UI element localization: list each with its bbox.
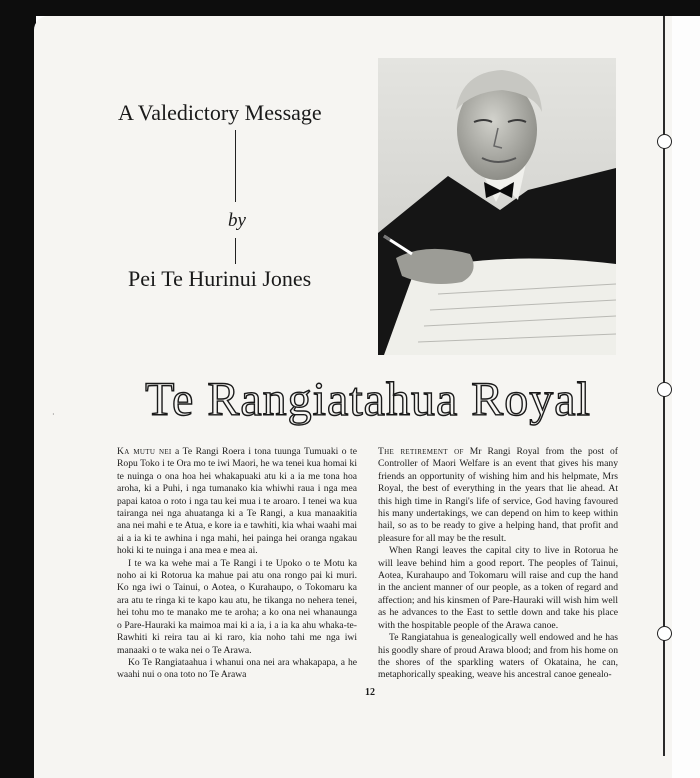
english-paragraph: Te Rangiatahua is genealogically well endowed and he has his goodly share of proud Arawa blood; and from his home on the shores of the sparkling waters of Okataina, he can, metaphorically speaking, weave his ancestral canoe genealo- (378, 632, 618, 681)
page-number: 12 (365, 687, 375, 698)
maori-paragraph: Ko Te Rangiataahua i whanui ona nei ara whakapapa, a he waahi nui o ona toto no Te Arawa (117, 656, 357, 681)
binding-hole (657, 382, 672, 397)
headline: A Valedictory Message (118, 100, 322, 125)
binding-hole (657, 626, 672, 641)
english-paragraph: When Rangi leaves the capital city to live in Rotorua he will leave behind him a good report. The peoples of Tainui, Aotea, Kurahaupo and Tokomaru will raise and cup the hand in the ancient manner of our people, as a token of regard and affection; and his kinsmen of Pare-Hauraki will wish him well as he advances to the East to settle down and take his place with the hospitable people of the Arawa canoe. (378, 545, 618, 631)
english-column (378, 446, 618, 682)
divider-line (235, 238, 236, 264)
byline-by: by (228, 210, 246, 231)
maori-paragraph: Ka mutu nei a Te Rangi Roera i tona tuunga Tumuaki o te Ropu Toko i te Ora mo te iwi Maori, he wa tenei kua homai ki te nuinga o ona hoa hei whakapuaki atu ki a ia me tona hoa aroha, ki a Puhi, i nga tumanako kia whiwhi raua i nga mea papai katoa o roto i nga tau kei mua i te aroaro. I tenei wa kua tairanga nei nga ahuatanga ki a Te Rangi, a kua manaakitia ana nei mahi e te Atua, e kore ia e tawhiti, kia whai waahi mai ai a ia ki te awhina i nga mahi, hei painga hei oranga ngakau hoki ki te nuinga i ana mea e mea ai. (117, 446, 357, 557)
next-page-edge (672, 16, 700, 778)
article-title-text: Te Rangiatahua Royal (145, 373, 591, 426)
maori-lead-in: Ka mutu nei (117, 446, 172, 457)
scan-speck: · (52, 410, 55, 419)
ring-binding (656, 16, 672, 756)
english-paragraph: The retirement of Mr Rangi Royal from the post of Controller of Maori Welfare is an event that gives his many friends an opportunity of wishing him and his helpmate, Mrs Royal, the best of everything in the years that lie ahead. At this high time in Rangi's life of service, God having favoured his many undertakings, we can depend on him to keep within hail, so as to be ready to give a helping hand, that profit and pleasure for all may be the result. (378, 446, 618, 544)
article-title (118, 372, 618, 427)
english-lead-in: The retirement of (378, 446, 464, 457)
binding-hole (657, 134, 672, 149)
author-name: Pei Te Hurinui Jones (128, 266, 312, 291)
scan-border-top (0, 0, 700, 16)
maori-paragraph: I te wa ka wehe mai a Te Rangi i te Upoko o te Motu ka noho ai ki Rotorua ka mahue pai atu ona rongo pai ki muri. Ko nga iwi o Tainui, o Aotea, o Kurahaupo, o Tokomaru ka ara atu te ringa ki te kapo kau atu, he tikanga no nehera tenei, hei tohu mo te manako me te aroha; a ko ona nei whanaunga o Pare-Hauraki ka maimoa mai ki a ia, i a ia ka ahu whaka-te-Rawhiti ki reira tau ai ki raro, kia noho tahi me nga iwi manaaki o te waka nei o Te Arawa. (117, 557, 357, 656)
portrait-photo (378, 58, 616, 355)
divider-line (235, 130, 236, 202)
maori-column (117, 446, 357, 682)
scan-border-left (0, 0, 36, 778)
